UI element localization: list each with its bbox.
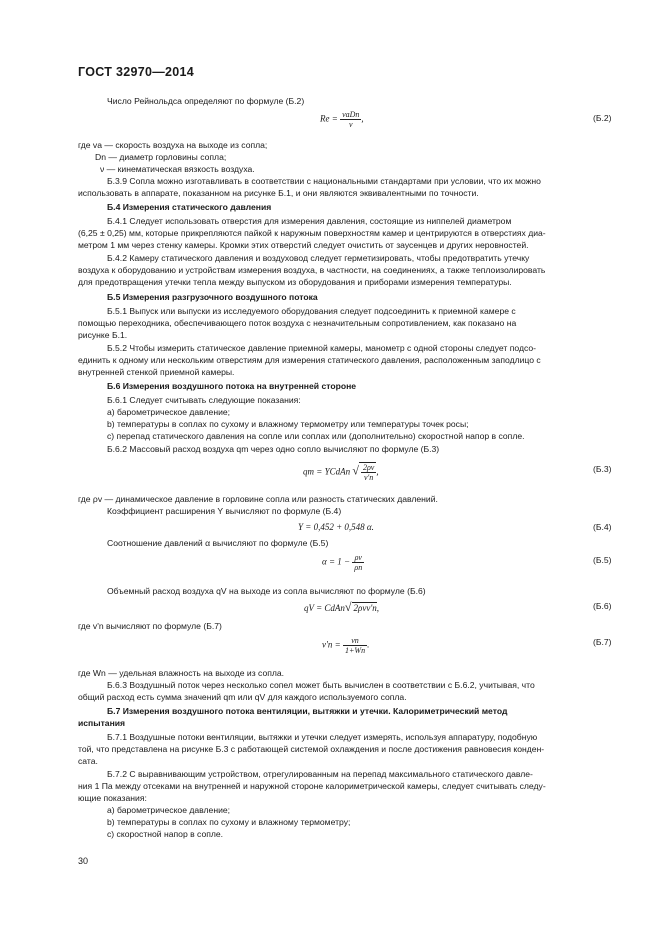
text-line: Б.5.2 Чтобы измерить статическое давление приемной камеры, манометр с одной стороны следует подсо-: [107, 343, 537, 353]
text-line: воздуха к оборудованию и устройствам измерения воздуха, в частности, на соединениях, а также теплоизолировать: [78, 265, 546, 275]
equation-number: (Б.2): [593, 113, 612, 123]
formula-denominator: 1+Wn: [345, 646, 366, 655]
formula-b5: [322, 553, 364, 572]
text-line: ния 1 Па между отсеками на внутренней и наружной стороне калориметрической камеры, следует считывать следу-: [78, 781, 546, 791]
text-line: Число Рейнольдса определяют по формуле (Б.2): [107, 96, 305, 106]
formula-lhs: qm = YCdAn: [303, 466, 351, 477]
text-line: Б.7.2 С выравнивающим устройством, отрегулированным на перепад максимального статического давле-: [107, 769, 533, 779]
text-line: для предотвращения утечки тепла между выпуском из оборудования и приборами измерения температуры.: [78, 277, 512, 287]
text-line: Б.6.2 Массовый расход воздуха qm через одно сопло вычисляют по формуле (Б.3): [107, 444, 440, 454]
section-heading: Б.7 Измерения воздушного потока вентиляции, вытяжки и утечки. Калориметрический метод: [107, 706, 508, 716]
equation-number: (Б.4): [593, 522, 612, 532]
formula-lhs: v'n =: [322, 639, 341, 650]
text-line: где v'n вычисляют по формуле (Б.7): [78, 621, 222, 631]
text-line: ν — кинематическая вязкость воздуха.: [100, 164, 255, 174]
formula-b7: [322, 636, 369, 655]
text-line: метром 1 мм через стенку камеры. Кромки этих отверстий следует очистить от заусенцев и других неровностей.: [78, 240, 529, 250]
text-line: где Wn — удельная влажность на выходе из сопла.: [78, 668, 285, 678]
formula-tail: ,: [361, 113, 364, 124]
equation-number: (Б.7): [593, 637, 612, 647]
section-heading: Б.6 Измерения воздушного потока на внутренней стороне: [107, 381, 357, 391]
text-line: рисунке Б.1.: [78, 330, 128, 340]
text-line: общий расход есть сумма значений qm или qV для каждого используемого сопла.: [78, 692, 407, 702]
formula-denominator: v'n: [364, 473, 374, 482]
formula-b3: qm = YCdAn √ $\frac{2\rho v}{v'n}$ ,: [303, 463, 379, 482]
text-line: внутренней стенкой приемной камеры.: [78, 367, 235, 377]
formula-fraction: [340, 110, 364, 129]
formula-numerator: ρv: [352, 553, 364, 563]
text-line: Б.6.1 Следует считывать следующие показания:: [107, 395, 301, 405]
section-heading: Б.5 Измерения разгрузочного воздушного потока: [107, 292, 318, 302]
text-line: той, что представлена на рисунке Б.3 с работающей системой охлаждения и после достижения равновесия конден-: [78, 744, 545, 754]
formula-lhs: α = 1 −: [322, 556, 351, 567]
text-line: Соотношение давлений α вычисляют по формуле (Б.5): [107, 538, 329, 548]
text-line: Б.5.1 Выпуск или выпуски из исследуемого оборудования следует подсоединить к приемной камере с: [107, 306, 516, 316]
section-heading: испытания: [78, 718, 126, 728]
formula-lhs: qV = CdAn: [304, 603, 345, 613]
section-heading: Б.4 Измерения статического давления: [107, 202, 272, 212]
text-line: где vа — скорость воздуха на выходе из сопла;: [78, 140, 268, 150]
formula-b4: Y = 0,452 + 0,548 α.: [298, 522, 374, 532]
text-line: помощью переходника, обеспечивающего поток воздуха с незначительным сопротивлением, как показано на: [78, 318, 517, 328]
formula-denominator: ν: [348, 120, 353, 129]
list-item: a) барометрическое давление;: [107, 407, 231, 417]
text-line: единить к одному или нескольким отверстиям для измерения статического давления, расположенным заподлицо с: [78, 355, 541, 365]
text-line: сата.: [78, 756, 98, 766]
text-line: Коэффициент расширения Y вычисляют по формуле (Б.4): [107, 506, 342, 516]
text-line: Объемный расход воздуха qV на выходе из сопла вычисляют по формуле (Б.6): [107, 586, 426, 596]
list-item: c) перепад статического давления на сопле или соплах или (дополнительно) скоростной напор в сопле.: [107, 431, 525, 441]
text-line: использовать в аппарате, показанном на рисунке Б.1, и они являются эквивалентными по точности.: [78, 188, 479, 198]
text-line: Б.3.9 Сопла можно изготавливать в соответствии с национальными стандартами при условии, что их можно: [107, 176, 541, 186]
formula-numerator: 2ρv: [362, 463, 375, 472]
list-item: b) температуры в соплах по сухому и влажному термометру или температуры точек росы;: [107, 419, 469, 429]
formula-b6: qV = CdAn√ 2ρvv'n,: [304, 600, 379, 614]
equation-number: (Б.6): [593, 601, 612, 611]
formula-lhs: Re =: [320, 113, 338, 124]
text-line: Б.6.3 Воздушный поток через несколько сопел может быть вычислен в соответствии с Б.6.2, учитывая, что: [107, 680, 535, 690]
formula-numerator: vаDn: [342, 110, 360, 119]
formula-denominator: ρn: [354, 563, 363, 572]
text-line: ющие показания:: [78, 793, 147, 803]
text-line: Б.7.1 Воздушные потоки вентиляции, вытяжки и утечки следует измерять, используя аппаратуру, подобную: [107, 732, 538, 742]
document-header: ГОСТ 32970—2014: [78, 65, 195, 79]
list-item: c) скоростной напор в сопле.: [107, 829, 224, 839]
equation-number: (Б.5): [593, 555, 612, 565]
formula-b2: [320, 110, 364, 129]
text-line: Dn — диаметр горловины сопла;: [95, 152, 227, 162]
formula-tail: ,: [376, 466, 379, 477]
text-line: Б.4.2 Камеру статического давления и воздуховод следует герметизировать, чтобы предотвратить утечку: [107, 253, 530, 263]
text-line: (6,25 ± 0,25) мм, которые прикрепляются пайкой к наружным поверхностям камер и центрируются в отверстиях диа-: [78, 228, 546, 238]
page-number: 30: [78, 856, 89, 866]
formula-sqrt: [359, 462, 379, 482]
formula-sqrt: 2ρvv'n: [353, 603, 377, 613]
formula-numerator: vn: [343, 636, 367, 646]
list-item: b) температуры в соплах по сухому и влажному термометру;: [107, 817, 351, 827]
text-line: Б.4.1 Следует использовать отверстия для измерения давления, состоящие из ниппелей диаметром: [107, 216, 512, 226]
list-item: a) барометрическое давление;: [107, 805, 231, 815]
formula-tail: ,: [376, 603, 379, 613]
equation-number: (Б.3): [593, 464, 612, 474]
formula-tail: .: [367, 639, 370, 650]
text-line: где ρv — динамическое давление в горловине сопла или разность статических давлений.: [78, 494, 438, 504]
